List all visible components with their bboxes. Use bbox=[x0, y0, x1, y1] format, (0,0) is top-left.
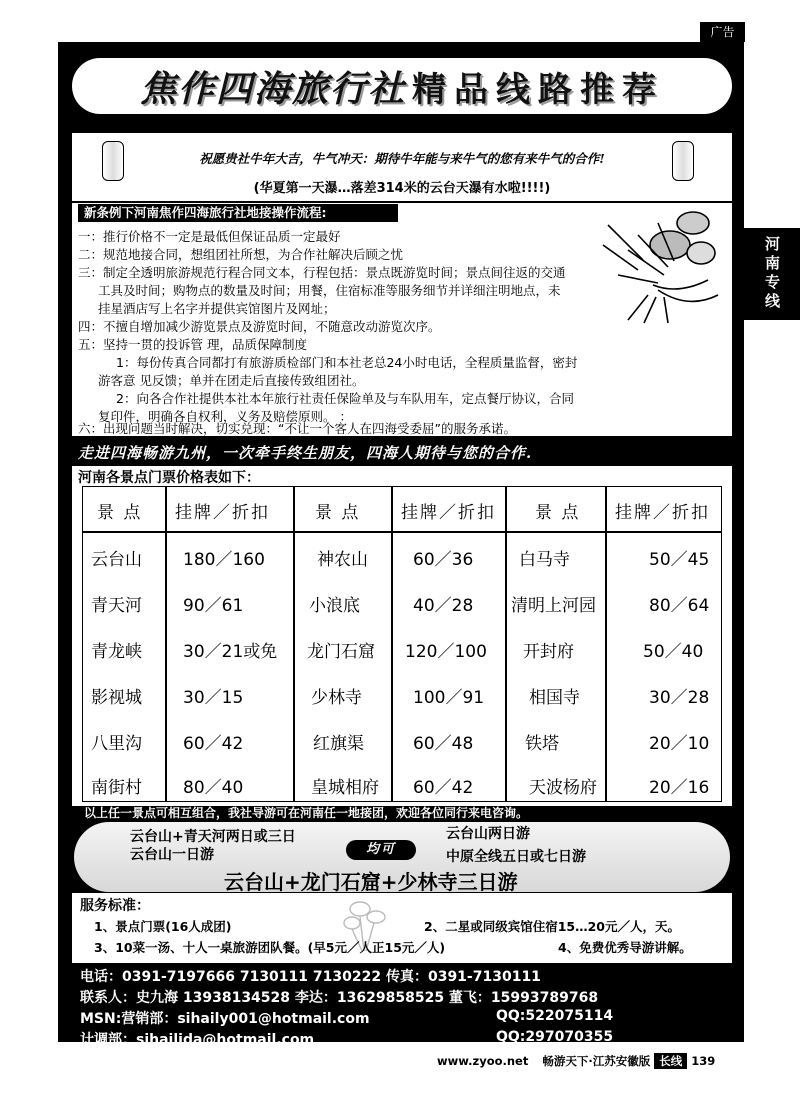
table-header: 挂牌／折扣 bbox=[401, 503, 496, 523]
rule-line: 挂星酒店写上名字并提供宾馆图片及网址； bbox=[98, 301, 336, 316]
scroll-icon bbox=[672, 141, 694, 181]
service-item: 1、景点门票(16人成团) bbox=[94, 919, 232, 934]
table-cell: 青天河 bbox=[91, 596, 142, 616]
page-number: 139 bbox=[691, 1054, 716, 1068]
tour-route: 中原全线五日或七日游 bbox=[446, 849, 586, 865]
table-header: 挂牌／折扣 bbox=[615, 503, 710, 523]
table-cell: 白马寺 bbox=[519, 550, 570, 570]
ticket-price-section bbox=[72, 466, 732, 806]
table-cell: 云台山 bbox=[91, 550, 142, 570]
rule-line: 四：不擅自增加减少游览景点及游览时间，不随意改动游览次序。 bbox=[78, 319, 441, 334]
ad-label: 广告 bbox=[700, 22, 745, 42]
rule-line: 三：制定全透明旅游规范行程合同文本，行程包括：景点既游览时间；景点间往返的交通 bbox=[78, 265, 566, 280]
rule-line: 工具及时间；购物点的数量及时间；用餐，住宿标准等服务细节并详细注明地点，未 bbox=[98, 283, 561, 298]
rule-line: 1：每份传真合同都打有旅游质检部门和本社老总24小时电话，全程质量监督，密封 bbox=[116, 355, 578, 370]
table-cell: 60／48 bbox=[413, 734, 474, 754]
table-cell: 40／28 bbox=[413, 596, 474, 616]
table-cell: 南街村 bbox=[91, 778, 142, 798]
table-cell: 80／40 bbox=[183, 778, 244, 798]
service-standards bbox=[72, 893, 732, 963]
table-cell: 100／91 bbox=[413, 688, 485, 708]
table-header: 景 点 bbox=[535, 503, 581, 523]
table-header: 景 点 bbox=[315, 503, 361, 523]
contact-qq: QQ:522075114 bbox=[496, 1008, 614, 1024]
side-tab-henan: 河南专线 bbox=[744, 228, 800, 320]
table-cell: 50／45 bbox=[649, 550, 710, 570]
contact-people: 联系人：史九海 13938134528 李达：13629858525 董飞：15993789768 bbox=[80, 990, 599, 1006]
combo-note: 以上任一景点可相互组合，我社导游可在河南任一地接团，欢迎各位同行来电咨询。 bbox=[84, 806, 529, 820]
contact-qq: QQ:297070355 bbox=[496, 1029, 614, 1045]
footer-site: www.zyoo.net bbox=[437, 1054, 529, 1068]
table-cell: 皇城相府 bbox=[311, 778, 379, 798]
table-cell: 180／160 bbox=[183, 550, 265, 570]
footer bbox=[437, 1053, 715, 1069]
table-cell: 30／28 bbox=[649, 688, 710, 708]
both-ok-badge: 均可 bbox=[346, 840, 416, 860]
ticket-table bbox=[82, 486, 722, 802]
table-cell: 120／100 bbox=[405, 642, 487, 662]
contact-dispatch: 计调部：sihailida@hotmail.com bbox=[80, 1032, 315, 1048]
table-cell: 60／42 bbox=[183, 734, 244, 754]
rule-line: 二：规范地接合同，想组团社所想，为合作社解决后顾之忧 bbox=[78, 247, 404, 262]
table-cell: 相国寺 bbox=[529, 688, 580, 708]
rule-line: 2：向各合作社提供本社本年旅行社责任保险单及与车队用车，定点餐厅协议，合同 bbox=[116, 391, 574, 406]
footer-publication: 畅游天下·江苏安徽版 bbox=[542, 1054, 651, 1068]
contact-phone: 电话：0391-7197666 7130111 7130222 传真：0391-7130111 bbox=[80, 969, 541, 985]
table-header: 景 点 bbox=[97, 503, 143, 523]
table-cell: 少林寺 bbox=[311, 688, 362, 708]
service-item: 4、免费优秀导游讲解。 bbox=[558, 940, 692, 955]
tour-route: 云台山一日游 bbox=[130, 847, 214, 863]
table-header: 挂牌／折扣 bbox=[175, 503, 270, 523]
table-cell: 90／61 bbox=[183, 596, 244, 616]
table-cell: 八里沟 bbox=[91, 734, 142, 754]
tour-route: 云台山+青天河两日或三日 bbox=[130, 829, 296, 845]
bouquet-icon bbox=[598, 205, 728, 325]
table-cell: 20／16 bbox=[649, 778, 710, 798]
table-cell: 青龙峡 bbox=[91, 642, 142, 662]
table-cell: 小浪底 bbox=[309, 596, 360, 616]
table-cell: 30／21或免 bbox=[183, 642, 278, 662]
table-cell: 开封府 bbox=[523, 642, 574, 662]
contact-msn: MSN:营销部：sihaily001@hotmail.com bbox=[80, 1011, 370, 1027]
tour-routes-banner bbox=[74, 822, 730, 892]
table-cell: 20／10 bbox=[649, 734, 710, 754]
table-cell: 龙门石窟 bbox=[307, 642, 375, 662]
table-cell: 30／15 bbox=[183, 688, 244, 708]
waterfall-note: (华夏第一天瀑…落差314米的云台天瀑有水啦!!!!) bbox=[253, 181, 551, 196]
table-cell: 铁塔 bbox=[525, 734, 559, 754]
tour-route: 云台山两日游 bbox=[446, 826, 530, 842]
table-cell: 80／64 bbox=[649, 596, 710, 616]
rule-line: 一：推行价格不一定是最低但保证品质一定最好 bbox=[78, 229, 341, 244]
greeting-box bbox=[72, 133, 732, 201]
slogan: 走进四海畅游九州，一次牵手终生朋友，四海人期待与您的合作. bbox=[78, 444, 533, 462]
table-cell: 红旗渠 bbox=[313, 734, 364, 754]
rule-line: 复印件，明确各自权利，义务及赔偿原则。 ： bbox=[98, 409, 352, 424]
rules-section bbox=[72, 203, 732, 436]
title-agency: 焦作四海旅行社 bbox=[139, 67, 406, 110]
service-title: 服务标准： bbox=[80, 898, 150, 914]
title-subtitle: 精品线路推荐 bbox=[412, 69, 664, 110]
service-item: 3、10菜一汤、十人一桌旅游团队餐。(早5元／人正15元／人) bbox=[94, 940, 446, 955]
scroll-icon bbox=[102, 141, 124, 181]
table-cell: 60／36 bbox=[413, 550, 474, 570]
table-cell: 50／40 bbox=[643, 642, 704, 662]
footer-tag: 长线 bbox=[654, 1053, 687, 1069]
rule-line: 游客意 见反馈；单并在团走后直接传致组团社。 bbox=[98, 373, 365, 388]
service-item: 2、二星或同级宾馆住宿15…20元／人，天。 bbox=[424, 919, 680, 934]
greeting-text: 祝愿贵社牛年大吉，牛气冲天：期待牛年能与来牛气的您有来牛气的合作! bbox=[199, 151, 605, 166]
ticket-table-title: 河南各景点门票价格表如下： bbox=[78, 470, 260, 486]
table-cell: 神农山 bbox=[317, 550, 368, 570]
rule-line: 五：坚持一贯的投诉管 理，品质保障制度 bbox=[78, 337, 307, 352]
table-cell: 天波杨府 bbox=[529, 778, 597, 798]
rules-header: 新条例下河南焦作四海旅行社地接操作流程: bbox=[78, 204, 398, 222]
table-cell: 60／42 bbox=[413, 778, 474, 798]
table-cell: 影视城 bbox=[91, 688, 142, 708]
table-cell: 清明上河园 bbox=[511, 596, 596, 616]
title-banner bbox=[72, 58, 732, 114]
rule-line: 六：出现问题当时解决，切实兑现：“不让一个客人在四海受委屈”的服务承诺。 bbox=[78, 421, 516, 436]
tour-route-main: 云台山+龙门石窟+少林寺三日游 bbox=[224, 870, 518, 892]
